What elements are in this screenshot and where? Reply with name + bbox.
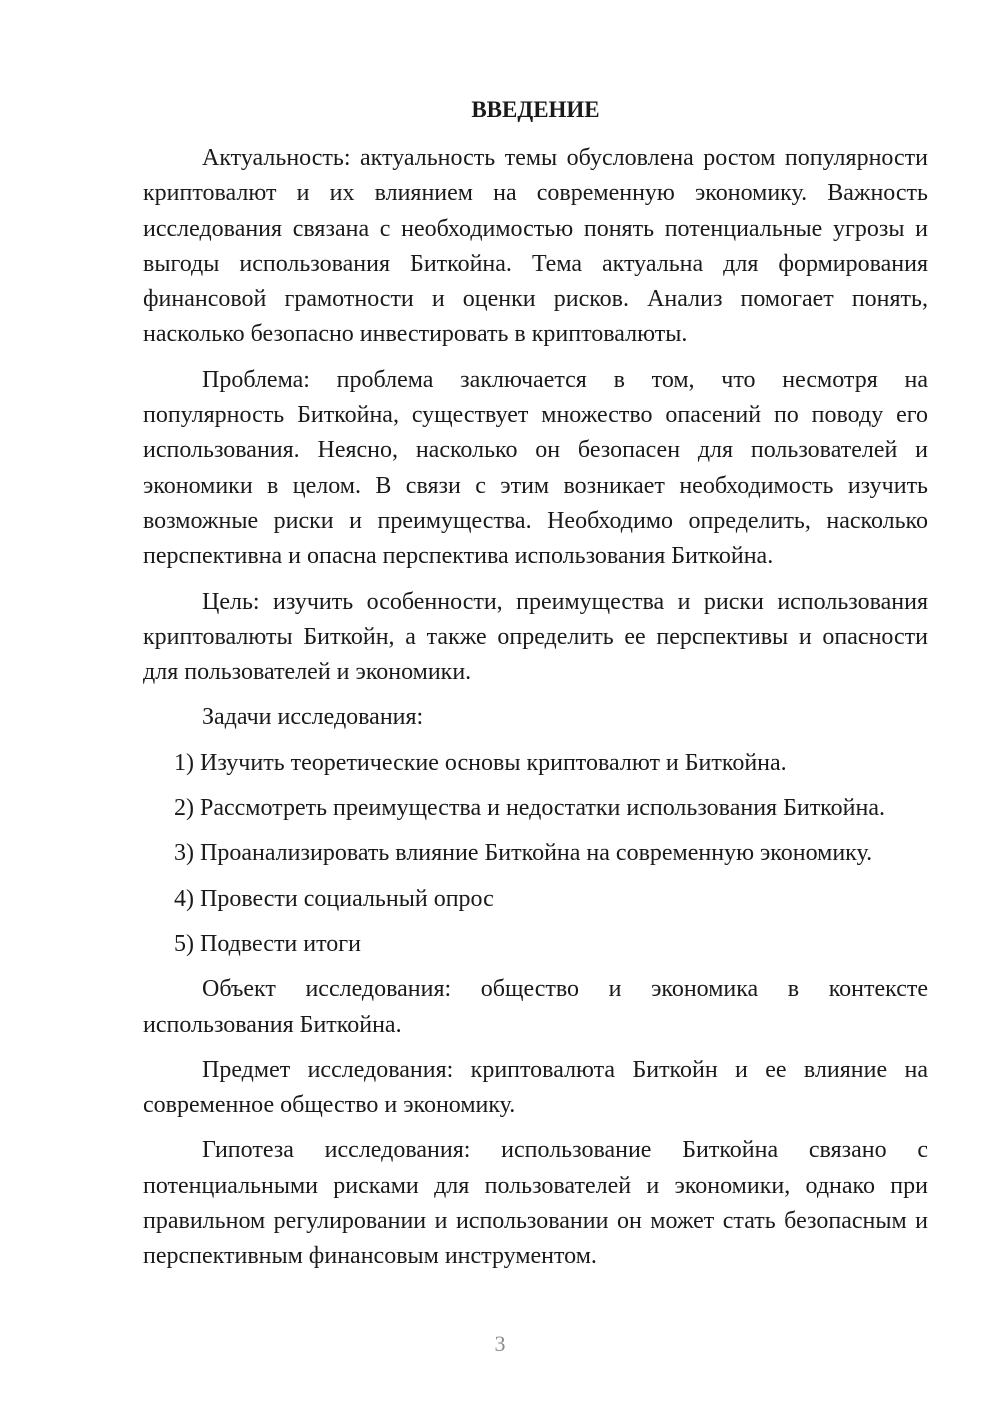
paragraph-relevance: Актуальность: актуальность темы обусловлена ростом популярности криптовалют и их влиянием на современную экономику. Важность исследования связана с необходимостью понять потенциальные угрозы и выгоды использования Биткойна. Тема актуальна для формирования финансовой грамотности и оценки рисков. Анализ помогает понять, насколько безопасно инвестировать в криптовалюты. [143, 145, 928, 348]
section-heading: ВВЕДЕНИЕ [471, 97, 600, 122]
list-item: 1) Изучить теоретические основы криптовалют и Биткойна. [174, 749, 787, 776]
paragraph-problem: Проблема: проблема заключается в том, что несмотря на популярность Биткойна, существует множество опасений по поводу его использования. Неясно, насколько он безопасен для пользователей и экономики в целом. В связи с этим возникает необходимость изучить возможные риски и преимущества. Необходимо определить, насколько перспективна и опасна перспектива использования Биткойна. [143, 366, 928, 570]
page-content [143, 92, 928, 1285]
tasks-title: Задачи исследования: [202, 704, 424, 731]
paragraph-goal: Цель: изучить особенности, преимущества и риски использования криптовалюты Биткойн, а также определить ее перспективы и опасности для пользователей и экономики. [143, 588, 928, 686]
list-item: 4) Провести социальный опрос [174, 885, 494, 912]
tasks-list [143, 746, 928, 962]
paragraph-hypothesis: Гипотеза исследования: использование Биткойна связано с потенциальными рисками для пользователей и экономики, однако при правильном регулировании и использовании он может стать безопасным и перспективным финансовым инструментом. [143, 1137, 928, 1270]
list-item: 3) Проанализировать влияние Биткойна на современную экономику. [174, 840, 873, 867]
page-number: 3 [494, 1331, 506, 1356]
list-item: 2) Рассмотреть преимущества и недостатки использования Биткойна. [174, 795, 885, 822]
paragraph-subject: Предмет исследования: криптовалюта Биткойн и ее влияние на современное общество и экономику. [143, 1056, 928, 1119]
list-item: 5) Подвести итоги [174, 930, 361, 957]
paragraph-object: Объект исследования: общество и экономика в контексте использования Биткойна. [143, 976, 928, 1038]
